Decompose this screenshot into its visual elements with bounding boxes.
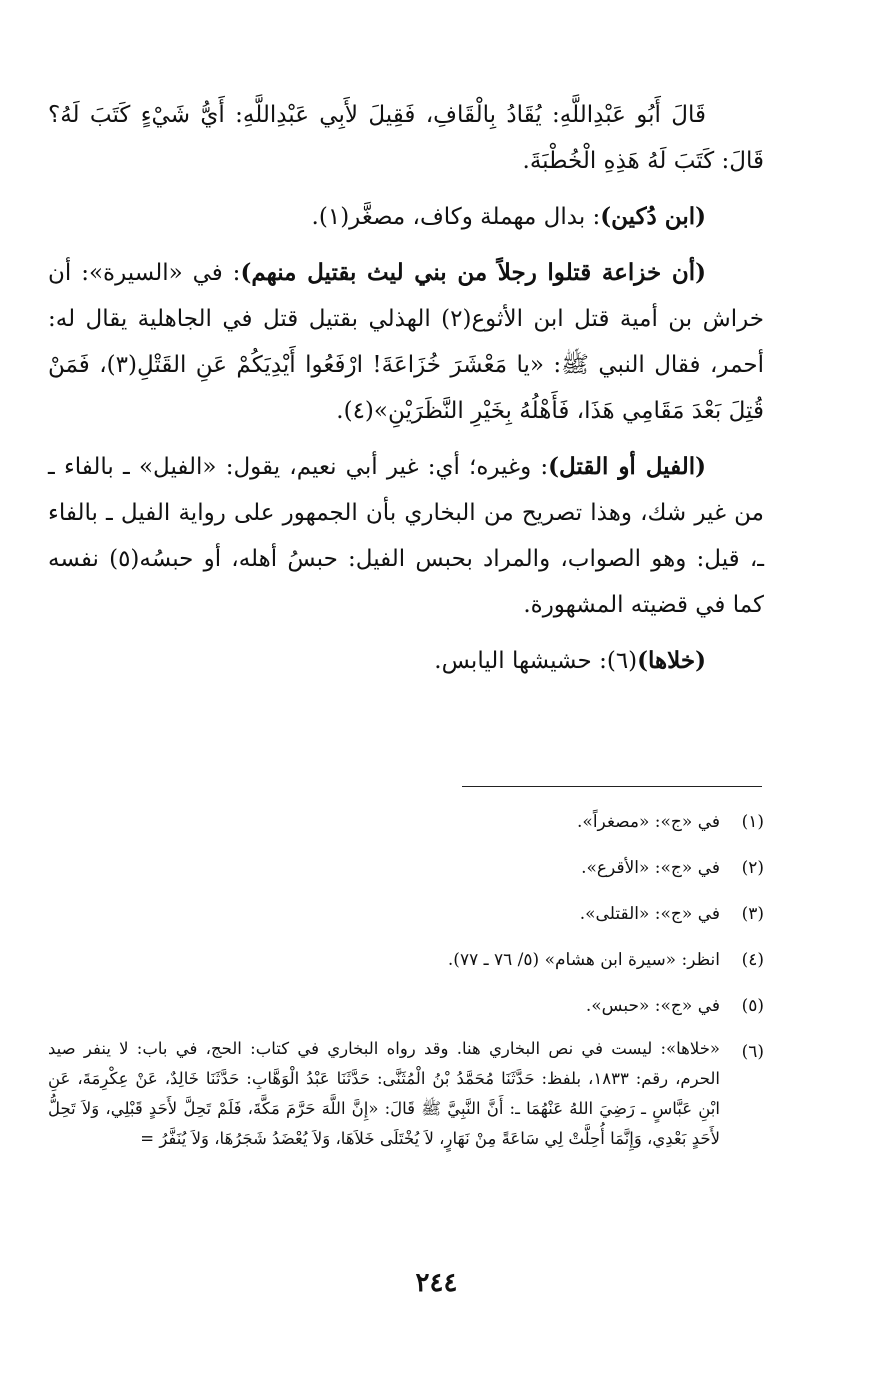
footnote-number: (١) [741, 812, 764, 832]
footnote-3 [48, 896, 764, 932]
footnote-2 [48, 850, 764, 886]
lemma-khalaha: (خلاها) [637, 647, 706, 674]
lemma-ibn-dukayn: (ابن دُكين) [600, 203, 706, 230]
footnote-4 [48, 942, 764, 978]
lemma-khuzaa: (أن خزاعة قتلوا رجلاً من بني ليث بقتيل منهم) [240, 259, 706, 286]
footnote-number: (٢) [741, 858, 764, 878]
footnote-text: في «ج»: «حبس». [585, 996, 720, 1016]
footnote-number: (٥) [741, 996, 764, 1016]
paragraph-5 [48, 638, 764, 684]
page-number: ٢٤٤ [415, 1268, 458, 1298]
paragraph-1 [48, 92, 764, 184]
footnote-6 [48, 1034, 764, 1154]
footnotes [48, 804, 764, 1164]
paragraph-2-text: : بدال مهملة وكاف، مصغَّر(١). [311, 204, 601, 230]
footnote-text: في «ج»: «مصغراً». [577, 812, 720, 832]
footnote-text: في «ج»: «الأقرع». [581, 858, 720, 878]
paragraph-1-text: قَالَ أَبُو عَبْدِاللَّهِ: يُقَادُ بِالْقَافِ، فَقِيلَ لأَبِي عَبْدِاللَّهِ: أَيُّ شَيْءٍ كَتَبَ لَهُ؟ قَالَ: كَتَبَ لَهُ هَذِهِ الْخُطْبَةَ. [48, 102, 764, 174]
paragraph-4-text: : وغيره؛ أي: غير أبي نعيم، يقول: «الفيل» ـ بالفاء ـ من غير شك، وهذا تصريح من البخاري بأن الجمهور على رواية الفيل ـ بالفاء ـ، قيل: وهو الصواب، والمراد بحبس الفيل: حبسُ أهله، أو حبسُه(٥) نفسه كما في قضيته المشهورة. [48, 454, 765, 618]
footnote-1 [48, 804, 764, 840]
paragraph-5-text: (٦): حشيشها اليابس. [434, 648, 638, 674]
footnote-text: «خلاها»: ليست في نص البخاري هنا. وقد رواه البخاري في كتاب: الحج، في باب: لا ينفر صيد الحرم، رقم: ١٨٣٣، بلفظ: حَدَّثَنَا مُحَمَّدُ بْنُ الْمُثَنَّى: حَدَّثَنَا عَبْدُ الْوَهَّابِ: حَدَّثَنَا خَالِدٌ، عَنْ عِكْرِمَةَ، عَنِ ابْنِ عَبَّاسٍ ـ رَضِيَ اللهُ عَنْهُمَا ـ: أَنَّ النَّبِيَّ ﷺ قَالَ: «إِنَّ اللَّهَ حَرَّمَ مَكَّةَ، فَلَمْ تَحِلَّ لأَحَدٍ قَبْلِي، وَلاَ تَحِلُّ لأَحَدٍ بَعْدِي، وَإِنَّمَا أُحِلَّتْ لِي سَاعَةً مِنْ نَهَارٍ، لاَ يُخْتَلَى خَلاَهَا، وَلاَ يُعْضَدُ شَجَرُهَا، وَلاَ يُنَفَّرُ = [48, 1039, 720, 1148]
footnote-number: (٦) [741, 1042, 764, 1062]
paragraph-3-text: : في «السيرة»: أن خراش بن أمية قتل ابن الأثوع(٢) الهذلي بقتيل قتل في الجاهلية يقال له: أحمر، فقال النبي ﷺ: «يا مَعْشَرَ خُزَاعَةَ! ارْفَعُوا أَيْدِيَكُمْ عَنِ القَتْلِ(٣)، فَمَنْ قُتِلَ بَعْدَ مَقَامِي هَذَا، فَأَهْلُهُ بِخَيْرِ النَّظَرَيْنِ»(٤). [48, 260, 764, 424]
main-text [48, 92, 764, 694]
footnote-text: في «ج»: «القتلى». [579, 904, 720, 924]
paragraph-3 [48, 250, 764, 434]
footnote-separator [462, 786, 762, 787]
paragraph-4 [48, 444, 764, 628]
footnote-5 [48, 988, 764, 1024]
footnote-text: انظر: «سيرة ابن هشام» (٥/ ٧٦ ـ ٧٧). [447, 950, 720, 970]
paragraph-2 [48, 194, 764, 240]
footnote-number: (٣) [741, 904, 764, 924]
footnote-number: (٤) [741, 950, 764, 970]
lemma-al-fil: (الفيل أو القتل) [548, 453, 706, 480]
